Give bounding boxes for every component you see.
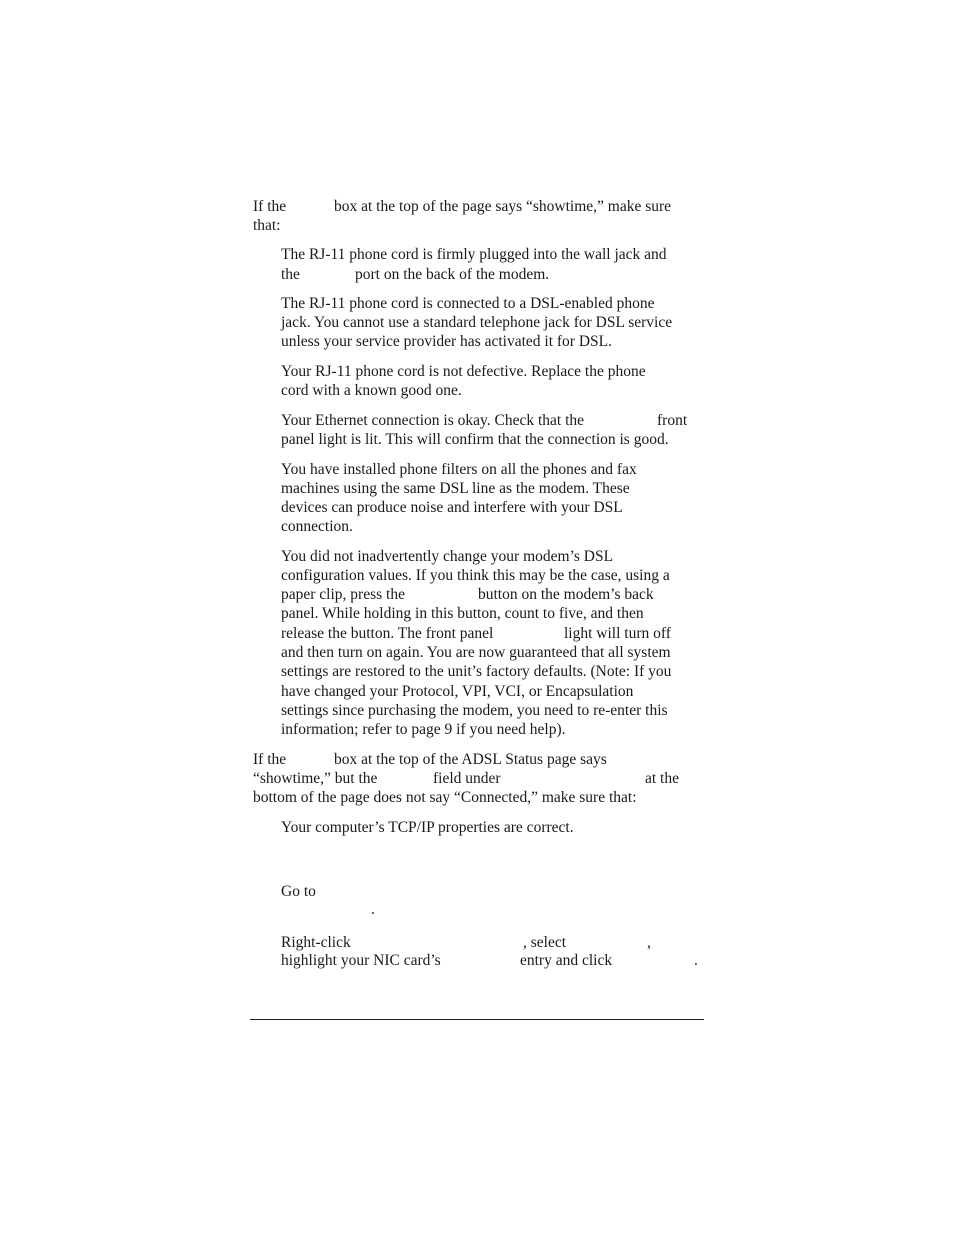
intro-text: at the (645, 770, 679, 787)
checklist-item-text: Your computer’s TCP/IP properties are correct. (281, 819, 574, 836)
checklist-item-text: paper clip, press the (281, 586, 405, 603)
checklist-item-text: devices can produce noise and interfere with your DSL (281, 499, 623, 516)
checklist-item-text: connection. (281, 518, 353, 535)
checklist-item-text: jack. You cannot use a standard telephone jack for DSL service (281, 314, 673, 331)
step-text: Right-click (281, 934, 351, 951)
intro-text: field under (433, 770, 501, 787)
checklist-item-text: Your RJ-11 phone cord is not defective. Replace the phone (281, 363, 646, 380)
intro-text: box at the top of the ADSL Status page says (334, 751, 607, 768)
checklist-item-text: configuration values. If you think this may be the case, using a (281, 567, 670, 584)
checklist-item-text: You did not inadvertently change your modem’s DSL (281, 548, 614, 565)
checklist-item-text: cord with a known good one. (281, 382, 462, 399)
checklist-item-text: The RJ-11 phone cord is connected to a DSL-enabled phone (281, 295, 655, 312)
checklist-item-text: settings are restored to the unit’s factory defaults. (Note: If you (281, 663, 672, 680)
step-text: Go to (281, 883, 316, 900)
checklist-item-text: The RJ-11 phone cord is firmly plugged into the wall jack and (281, 246, 667, 263)
checklist-item-text: panel. While holding in this button, count to five, and then (281, 605, 644, 622)
checklist-item-text: You have installed phone filters on all the phones and fax (281, 461, 637, 478)
checklist-item-text: light will turn off (564, 625, 671, 642)
step-text: entry and click (520, 952, 613, 969)
intro-text: If the (253, 198, 287, 215)
checklist-item-text: unless your service provider has activated it for DSL. (281, 333, 613, 350)
intro-text: box at the top of the page says “showtime,” make sure (334, 198, 672, 215)
checklist-item-text: port on the back of the modem. (355, 266, 550, 283)
step-text: . (371, 901, 375, 918)
checklist-item-text: have changed your Protocol, VPI, VCI, or Encapsulation (281, 683, 634, 700)
checklist-item-text: front (657, 412, 688, 429)
step-text: , select (523, 934, 567, 951)
checklist-item-text: and then turn on again. You are now guaranteed that all system (281, 644, 671, 661)
checklist-item-text: release the button. The front panel (281, 625, 494, 642)
checklist-item-text: panel light is lit. This will confirm that the connection is good. (281, 431, 669, 448)
intro-text: bottom of the page does not say “Connected,” make sure that: (253, 789, 637, 806)
intro-text: that: (253, 217, 281, 234)
checklist-item-text: settings since purchasing the modem, you need to re-enter this (281, 702, 668, 719)
checklist-item-text: Your Ethernet connection is okay. Check that the (281, 412, 585, 429)
step-text: . (694, 952, 698, 969)
intro-text: If the (253, 751, 287, 768)
step-text: , (647, 934, 651, 951)
step-text: highlight your NIC card’s (281, 952, 441, 969)
footer-divider (250, 1019, 704, 1020)
checklist-item-text: machines using the same DSL line as the modem. These (281, 480, 630, 497)
checklist-item-text: the (281, 266, 300, 283)
intro-text: “showtime,” but the (253, 770, 378, 787)
checklist-item-text: button on the modem’s back (478, 586, 654, 603)
checklist-item-text: information; refer to page 9 if you need help). (281, 721, 566, 738)
